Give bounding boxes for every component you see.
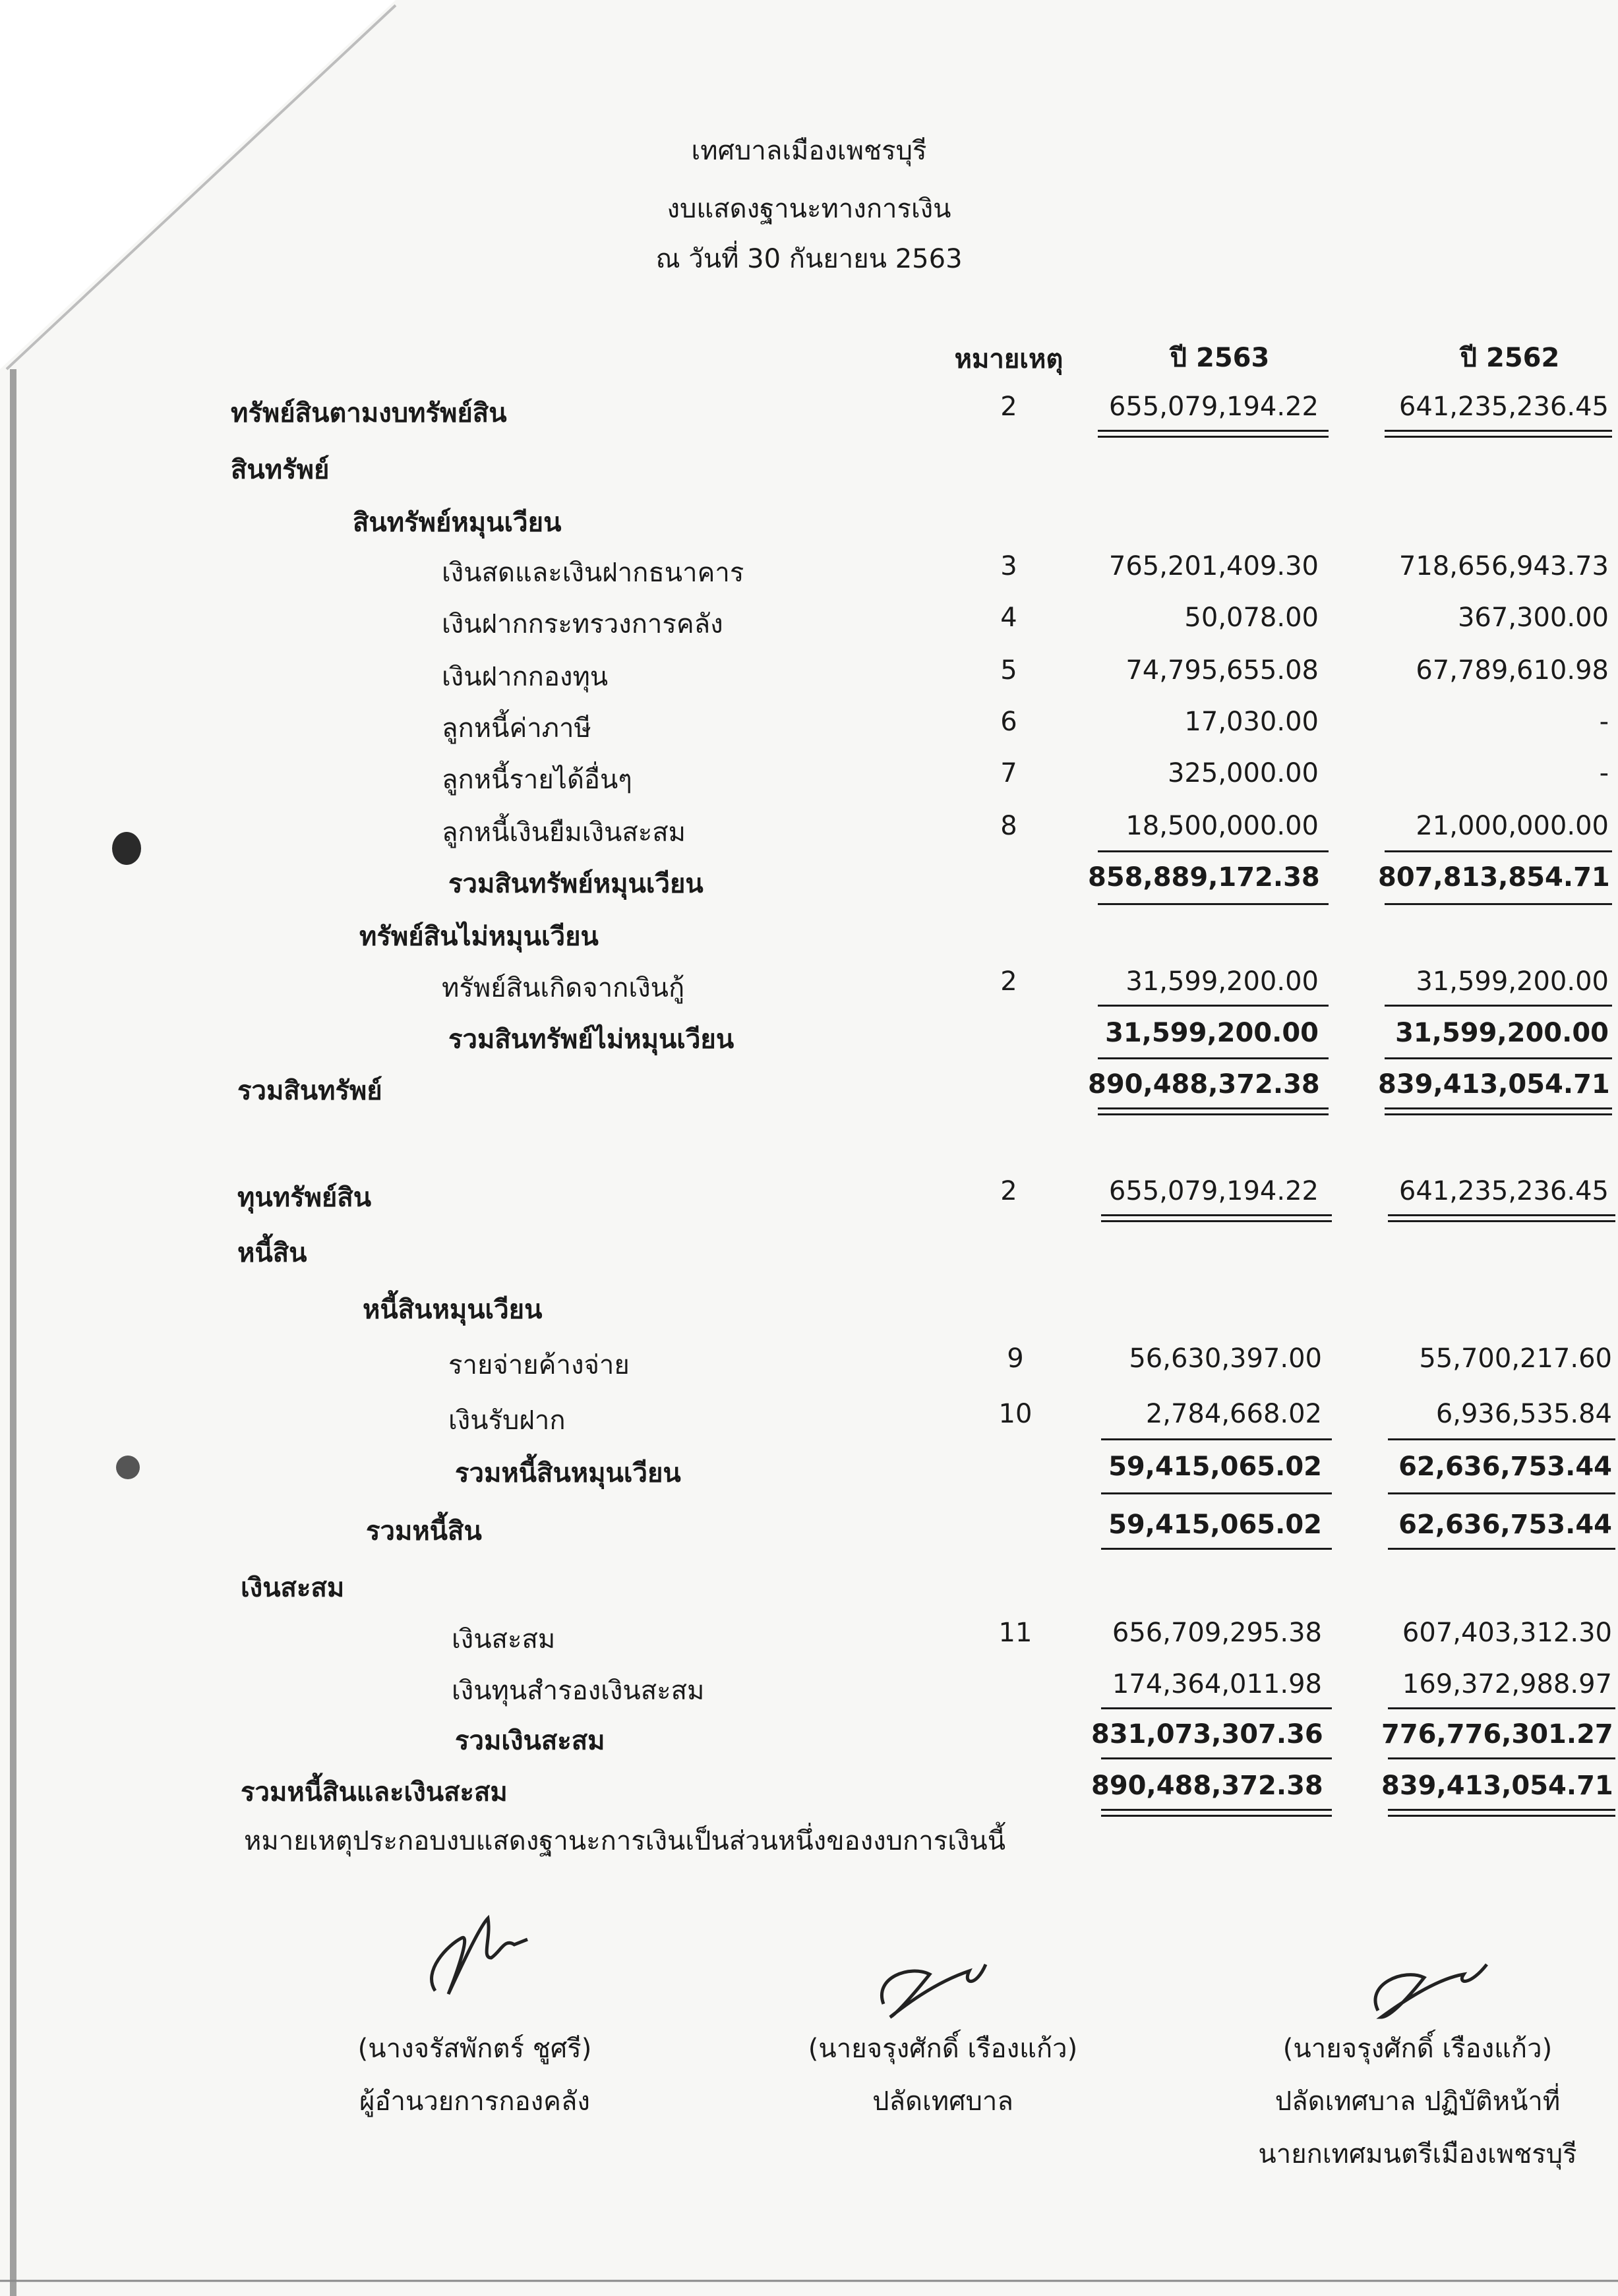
row-value-2562: 641,235,236.45 [1398, 1176, 1609, 1206]
row-value-2562: 641,235,236.45 [1398, 392, 1609, 422]
single-underline [1101, 1492, 1332, 1494]
row-note: 4 [1000, 603, 1017, 633]
row-note: 8 [1000, 811, 1017, 841]
row-label: รวมหนี้สินหมุนเวียน [455, 1458, 681, 1488]
single-underline [1098, 1057, 1329, 1059]
row-property-per-register [0, 392, 1618, 444]
row-note: 10 [998, 1399, 1033, 1429]
row-tax-receivables [0, 707, 1618, 759]
row-value-2563: 56,630,397.00 [1129, 1343, 1322, 1374]
row-value-2562: 367,300.00 [1457, 603, 1609, 633]
row-value-2563: 325,000.00 [1167, 758, 1319, 788]
statement-footnote: หมายเหตุประกอบงบแสดงฐานะการเงินเป็นส่วนหนึ่งของงบการเงินนี้ [244, 1826, 1006, 1856]
row-accumulated-funds [0, 1618, 1618, 1670]
row-value-2562: 31,599,200.00 [1416, 966, 1609, 997]
signatory-title: ปลัดเทศบาล ปฏิบัติหน้าที่ [1274, 2086, 1561, 2117]
single-underline [1101, 1757, 1332, 1759]
row-value-2562: 62,636,753.44 [1398, 1452, 1612, 1482]
row-value-2563: 31,599,200.00 [1125, 966, 1319, 997]
row-assets-heading [0, 448, 1618, 501]
column-header-year-2563: ปี 2563 [1170, 343, 1270, 373]
row-value-2563: 656,709,295.38 [1112, 1618, 1322, 1648]
row-value-2563: 17,030.00 [1184, 707, 1319, 737]
row-fund-deposits [0, 655, 1618, 708]
single-underline [1101, 1548, 1332, 1550]
row-label: หนี้สินหมุนเวียน [363, 1295, 543, 1325]
row-value-2562: 718,656,943.73 [1398, 551, 1609, 581]
row-value-2563: 890,488,372.38 [1088, 1069, 1320, 1100]
double-underline [1098, 430, 1329, 438]
row-current-assets-heading [0, 501, 1618, 554]
row-property-from-loans [0, 966, 1618, 1019]
double-underline [1388, 1809, 1615, 1817]
row-value-2563: 858,889,172.38 [1088, 862, 1320, 893]
single-underline [1385, 850, 1612, 852]
row-note: 2 [1000, 392, 1017, 422]
single-underline [1388, 1707, 1615, 1709]
signatory-title: ผู้อำนวยการกองคลัง [359, 2086, 590, 2117]
column-header-note: หมายเหตุ [954, 344, 1064, 374]
signatory-title-line-2: นายกเทศมนตรีเมืองเพชรบุรี [1258, 2139, 1577, 2169]
row-value-2563: 174,364,011.98 [1112, 1669, 1322, 1699]
row-value-2562: - [1599, 758, 1609, 788]
organization-name: เทศบาลเมืองเพชรบุรี [691, 136, 927, 166]
row-value-2563: 59,415,065.02 [1108, 1510, 1322, 1540]
column-header-year-2562: ปี 2562 [1460, 343, 1560, 373]
double-underline [1101, 1214, 1332, 1222]
row-note: 3 [1000, 551, 1017, 581]
row-accumulated-funds-heading [0, 1566, 1618, 1619]
row-value-2562: 55,700,217.60 [1419, 1343, 1612, 1374]
row-label: ลูกหนี้ค่าภาษี [442, 713, 591, 744]
signatory-name: (นายจรุงศักดิ์ เรืองแก้ว) [808, 2034, 1078, 2064]
single-underline [1385, 1005, 1612, 1007]
row-treasury-deposits [0, 603, 1618, 655]
row-label: ทุนทรัพย์สิน [237, 1183, 372, 1213]
row-value-2563: 655,079,194.22 [1108, 392, 1319, 422]
row-note: 2 [1000, 966, 1017, 997]
signature-mark [1358, 1951, 1497, 2030]
row-total-liabilities [0, 1510, 1618, 1562]
single-underline [1098, 1005, 1329, 1007]
row-note: 2 [1000, 1176, 1017, 1206]
row-non-current-property-heading [0, 915, 1618, 968]
row-label: เงินทุนสำรองเงินสะสม [452, 1676, 705, 1706]
single-underline [1388, 1492, 1615, 1494]
row-note: 7 [1000, 758, 1017, 788]
row-value-2562: 62,636,753.44 [1398, 1510, 1612, 1540]
row-value-2562: 169,372,988.97 [1402, 1669, 1612, 1699]
row-value-2562: 607,403,312.30 [1402, 1618, 1612, 1648]
row-value-2562: 31,599,200.00 [1395, 1018, 1609, 1048]
row-label: เงินฝากกระทรวงการคลัง [442, 609, 723, 639]
single-underline [1388, 1757, 1615, 1759]
row-value-2562: 21,000,000.00 [1416, 811, 1609, 841]
double-underline [1388, 1214, 1615, 1222]
row-label: สินทรัพย์ [231, 455, 330, 485]
row-label: เงินรับฝาก [448, 1405, 566, 1436]
statement-title: งบแสดงฐานะทางการเงิน [667, 194, 951, 224]
row-value-2562: 776,776,301.27 [1381, 1719, 1613, 1750]
row-value-2563: 74,795,655.08 [1125, 655, 1319, 686]
double-underline [1385, 1107, 1612, 1115]
row-label: เงินสะสม [241, 1573, 345, 1603]
single-underline [1101, 1707, 1332, 1709]
signature-block-acting-mayor [1226, 2022, 1609, 2181]
signature-mark [409, 1899, 541, 2011]
signatory-name: (นางจรัสพักตร์ ชูศรี) [357, 2034, 592, 2064]
row-total-current-liabilities [0, 1452, 1618, 1504]
row-deposits-received [0, 1399, 1618, 1452]
row-label: รวมหนี้สินและเงินสะสม [241, 1777, 508, 1808]
row-total-current-assets [0, 862, 1618, 915]
signature-mark [870, 1951, 1002, 2030]
double-underline [1098, 1107, 1329, 1115]
row-other-income-receivables [0, 758, 1618, 811]
single-underline [1098, 903, 1329, 905]
row-label: ลูกหนี้รายได้อื่นๆ [442, 765, 632, 795]
row-accumulated-fund-loan-receivables [0, 811, 1618, 864]
row-label: เงินสะสม [452, 1624, 556, 1655]
row-label: รวมสินทรัพย์หมุนเวียน [448, 869, 704, 899]
row-label: เงินสดและเงินฝากธนาคาร [442, 558, 744, 588]
row-value-2563: 765,201,409.30 [1108, 551, 1319, 581]
row-value-2563: 18,500,000.00 [1125, 811, 1319, 841]
row-label: เงินฝากกองทุน [442, 662, 609, 692]
row-value-2563: 655,079,194.22 [1108, 1176, 1319, 1206]
row-value-2563: 50,078.00 [1184, 603, 1319, 633]
row-total-non-current-assets [0, 1018, 1618, 1071]
row-value-2563: 890,488,372.38 [1091, 1771, 1323, 1801]
row-value-2562: 839,413,054.71 [1378, 1069, 1610, 1100]
signature-block-finance-director [277, 2022, 673, 2128]
row-current-liabilities-heading [0, 1288, 1618, 1341]
signature-block-municipal-clerk [745, 2022, 1141, 2128]
row-value-2562: 6,936,535.84 [1435, 1399, 1612, 1429]
row-value-2563: 59,415,065.02 [1108, 1452, 1322, 1482]
single-underline [1101, 1438, 1332, 1440]
double-underline [1385, 430, 1612, 438]
row-liabilities-heading [0, 1231, 1618, 1284]
row-label: ทรัพย์สินตามงบทรัพย์สิน [231, 398, 507, 428]
row-value-2562: 839,413,054.71 [1381, 1771, 1613, 1801]
row-label: ทรัพย์สินเกิดจากเงินกู้ [442, 973, 685, 1003]
single-underline [1385, 1057, 1612, 1059]
row-value-2563: 831,073,307.36 [1091, 1719, 1323, 1750]
row-label: ลูกหนี้เงินยืมเงินสะสม [442, 817, 686, 848]
row-total-assets [0, 1069, 1618, 1122]
signatory-name: (นายจรุงศักดิ์ เรืองแก้ว) [1282, 2034, 1553, 2064]
row-label: รวมสินทรัพย์ [237, 1076, 382, 1106]
row-value-2563: 31,599,200.00 [1105, 1018, 1319, 1048]
row-note: 6 [1000, 707, 1017, 737]
row-cash-and-deposits [0, 551, 1618, 604]
row-reserve-fund [0, 1669, 1618, 1722]
row-label: รวมเงินสะสม [455, 1726, 605, 1756]
row-value-2562: 807,813,854.71 [1378, 862, 1610, 893]
single-underline [1385, 903, 1612, 905]
row-label: ทรัพย์สินไม่หมุนเวียน [359, 922, 599, 952]
row-total-accumulated-funds [0, 1719, 1618, 1772]
single-underline [1098, 850, 1329, 852]
row-label: รายจ่ายค้างจ่าย [448, 1350, 630, 1380]
row-value-2562: 67,789,610.98 [1416, 655, 1609, 686]
row-label: หนี้สิน [237, 1238, 307, 1268]
row-label: สินทรัพย์หมุนเวียน [353, 508, 562, 538]
row-note: 9 [1007, 1343, 1024, 1374]
row-label: รวมสินทรัพย์ไม่หมุนเวียน [448, 1024, 734, 1055]
statement-date: ณ วันที่ 30 กันยายน 2563 [655, 244, 963, 274]
double-underline [1101, 1809, 1332, 1817]
row-accrued-expenses [0, 1343, 1618, 1396]
single-underline [1388, 1548, 1615, 1550]
row-property-capital [0, 1176, 1618, 1229]
signatory-title: ปลัดเทศบาล [872, 2086, 1013, 2117]
row-value-2563: 2,784,668.02 [1145, 1399, 1322, 1429]
row-total-liabilities-and-funds [0, 1771, 1618, 1823]
single-underline [1388, 1438, 1615, 1440]
row-note: 11 [998, 1618, 1033, 1648]
row-note: 5 [1000, 655, 1017, 686]
row-value-2562: - [1599, 707, 1609, 737]
row-label: รวมหนี้สิน [366, 1516, 482, 1546]
